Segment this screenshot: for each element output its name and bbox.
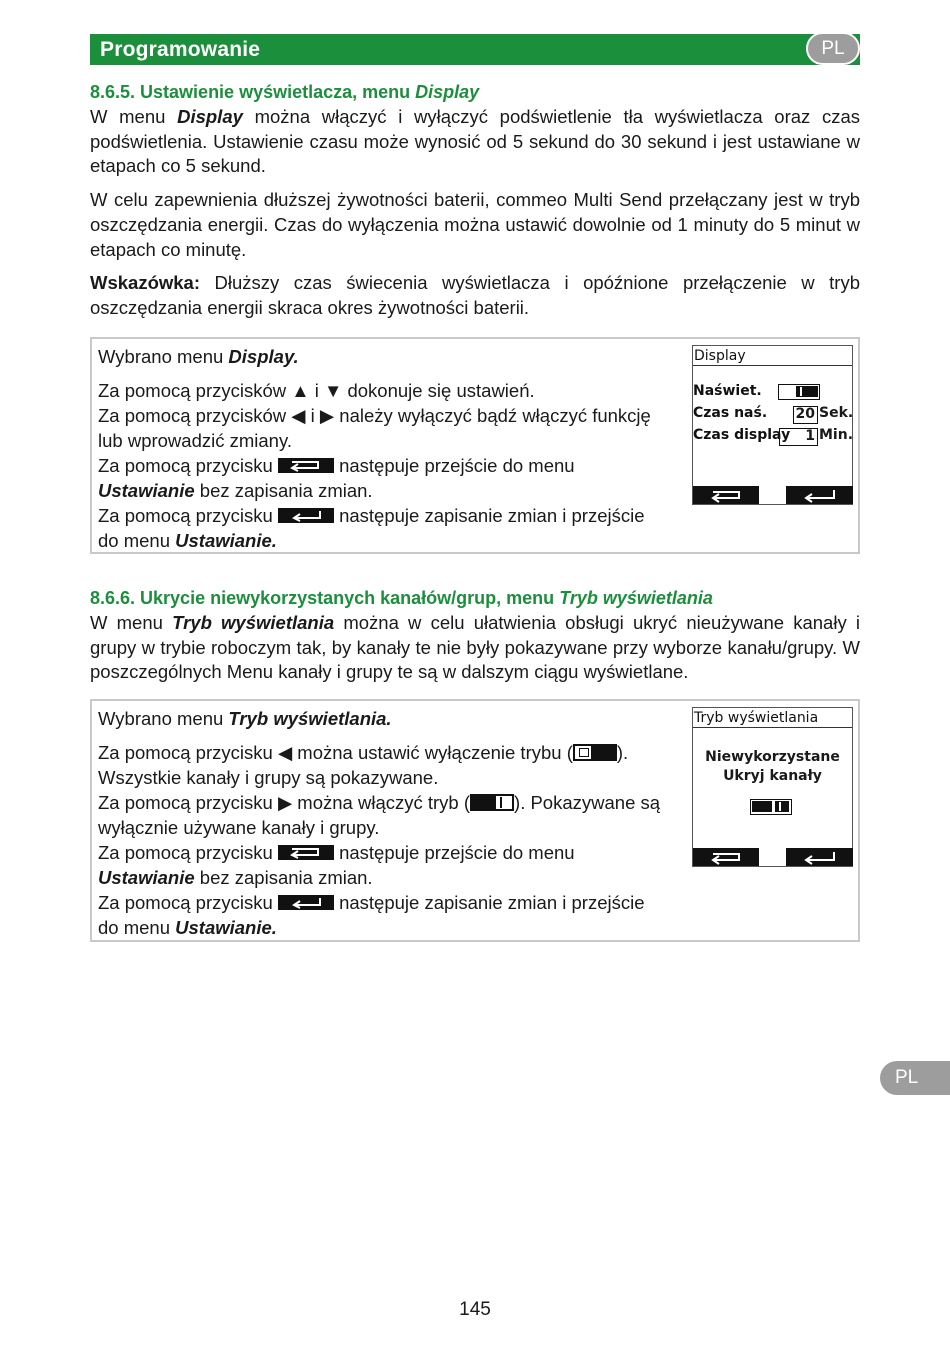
- toggle-switch-icon: [750, 799, 792, 815]
- back-key-icon: [278, 458, 334, 473]
- screen-value: 1: [779, 428, 818, 446]
- enter-softkey-icon: [786, 848, 853, 866]
- page-number: 145: [459, 1299, 491, 1320]
- language-badge-top: PL: [806, 32, 860, 65]
- toggle-off-icon: [573, 744, 617, 761]
- back-softkey-icon: [693, 848, 759, 866]
- right-arrow-icon: ▶: [319, 405, 335, 426]
- instruction-line: Za pomocą przycisku następuje zapisanie zmian i przejście do menu Ustawianie.: [98, 892, 645, 938]
- display-screenshot: [692, 707, 853, 867]
- enter-key-icon: [278, 508, 334, 523]
- enter-softkey-icon: [786, 486, 853, 504]
- instruction-line: Za pomocą przycisku następuje przejście do menu Ustawianie bez zapisania zmian.: [98, 842, 575, 888]
- instruction-line: Za pomocą przycisków ◀ i ▶ należy wyłączyć bądź włączyć funkcję lub wprowadzić zmiany.: [98, 405, 651, 451]
- section-display: [90, 80, 860, 321]
- instruction-line: Wybrano menu Tryb wyświetlania.: [98, 708, 392, 729]
- page-title: Programowanie: [100, 38, 261, 61]
- screen-label: Czas naś.: [693, 405, 768, 421]
- screen-unit: Sek.: [819, 405, 854, 421]
- paragraph: W menu Tryb wyświetlania można w celu ułatwienia obsługi ukryć nieużywane kanały i grupy w trybie roboczym tak, by kanały te nie były pokazywane przy wyborze kanału/grupy. W poszczególnych Menu kanały i grupy te są w dalszym ciągu wyświetlane.: [90, 612, 860, 683]
- screen-value: 20: [793, 406, 818, 424]
- note-paragraph: Wskazówka: Dłuższy czas świecenia wyświetlacza i opóźnione przełączenie w tryb oszczędzania energii skraca okres żywotności baterii.: [90, 272, 860, 318]
- left-arrow-icon: ◀: [291, 405, 306, 426]
- instruction-box: [90, 699, 860, 942]
- section-display-mode: [90, 586, 860, 685]
- display-screenshot: [692, 345, 853, 505]
- instruction-line: Wybrano menu Display.: [98, 346, 299, 367]
- screen-label: Naświet.: [693, 383, 762, 399]
- toggle-switch-icon: [778, 384, 820, 400]
- toggle-on-icon: [470, 794, 514, 811]
- instruction-line: Za pomocą przycisków ▲ i ▼ dokonuje się ustawień.: [98, 380, 535, 401]
- left-arrow-icon: ◀: [277, 742, 293, 763]
- up-arrow-icon: ▲: [291, 380, 310, 401]
- screen-label: Czas display: [693, 427, 791, 443]
- instruction-text: [98, 344, 668, 553]
- screen-title: Display: [693, 346, 852, 366]
- right-arrow-icon: ▶: [277, 792, 293, 813]
- paragraph: W menu Display można włączyć i wyłączyć podświetlenie tła wyświetlacza oraz czas podświetlenia. Ustawienie czasu może wynosić od 5 sekund do 30 sekund i jest ustawiane w etapach co 5 sekund.: [90, 106, 860, 177]
- instruction-line: Za pomocą przycisku następuje przejście do menu Ustawianie bez zapisania zmian.: [98, 455, 575, 501]
- screen-text: Ukryj kanały: [723, 768, 822, 784]
- instruction-line: Za pomocą przycisku ◀ można ustawić wyłączenie trybu ( ). Wszystkie kanały i grupy są pokazywane.: [98, 742, 629, 788]
- instruction-text: [98, 706, 668, 940]
- section-heading: 8.6.6. Ukrycie niewykorzystanych kanałów/grup, menu Tryb wyświetlania: [90, 588, 713, 608]
- screen-text: Niewykorzystane: [705, 749, 840, 765]
- down-arrow-icon: ▼: [324, 380, 343, 401]
- back-key-icon: [278, 845, 334, 860]
- instruction-box: [90, 337, 860, 554]
- instruction-line: Za pomocą przycisku ▶ można włączyć tryb ( ). Pokazywane są wyłącznie używane kanały i grupy.: [98, 792, 661, 838]
- paragraph: W celu zapewnienia dłuższej żywotności baterii, commeo Multi Send przełączany jest w tryb oszczędzania energii. Czas do wyłączenia można ustawić dowolnie od 1 minuty do 5 minut w etapach co minutę.: [90, 189, 860, 260]
- language-badge-side: PL: [880, 1061, 950, 1095]
- section-heading: 8.6.5. Ustawienie wyświetlacza, menu Display: [90, 82, 480, 102]
- back-softkey-icon: [693, 486, 759, 504]
- enter-key-icon: [278, 895, 334, 910]
- instruction-line: Za pomocą przycisku następuje zapisanie zmian i przejście do menu Ustawianie.: [98, 505, 645, 551]
- screen-title: Tryb wyświetlania: [693, 708, 852, 728]
- screen-unit: Min.: [819, 427, 854, 443]
